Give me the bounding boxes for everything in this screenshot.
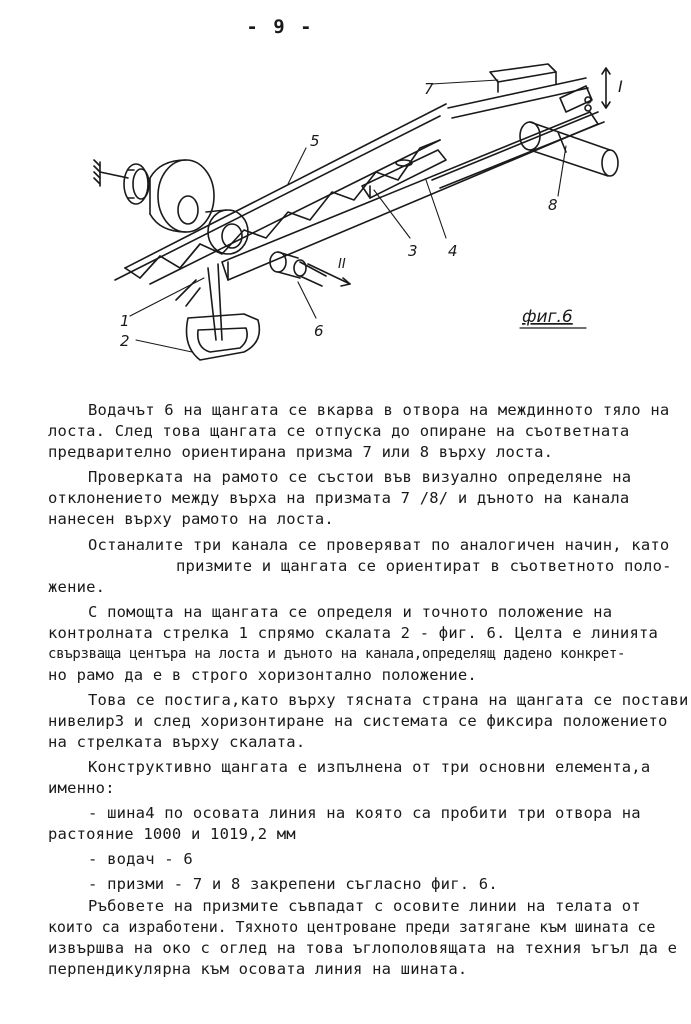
text-line: - призми - 7 и 8 закрепени съгласно фиг. 6.: [88, 875, 498, 893]
prism-8-cylinder: [520, 122, 618, 176]
text-line: контролната стрелка 1 спрямо скалата 2 - фиг. 6. Целта е линията: [48, 624, 659, 642]
text-line: предварително ориентирана призма 7 или 8 върху лоста.: [48, 443, 554, 461]
text-line: но рамо да е в строго хоризонтално положение.: [48, 666, 477, 684]
text-line: растояние 1000 и 1019,2 мм: [48, 825, 296, 843]
label-II: II: [338, 257, 346, 272]
text-line: извършва на око с оглед на това ъглополовящата на техния ъгъл да е: [48, 939, 678, 957]
text-line: - шина4 по осовата линия на която са пробити три отвора на: [88, 804, 641, 822]
figure-caption: фиг.6: [522, 307, 573, 327]
prism-7-block: [490, 64, 556, 92]
text-line: Това се постига,като върху тясната страна на щангата се постави: [88, 691, 689, 709]
text-line: перпендикулярна към осовата линия на шината.: [48, 960, 468, 978]
text-line: лоста. След това щангата се отпуска до опиране на съответната: [48, 422, 630, 440]
text-line: на стрелката върху скалата.: [48, 733, 306, 751]
pointer-1-and-scale-2: [176, 264, 259, 360]
label-2: 2: [120, 332, 130, 350]
label-3: 3: [408, 242, 418, 260]
large-drum: [150, 160, 214, 232]
text-line: Останалите три канала се проверяват по аналогичен начин, като: [88, 536, 670, 554]
label-4: 4: [448, 242, 458, 260]
text-line: отклонението между върха на призмата 7 /8/ и дъното на канала: [48, 489, 630, 507]
wall-mount-hatch: [94, 160, 128, 186]
text-line: именно:: [48, 779, 115, 797]
direction-I-arrow: [602, 68, 610, 108]
text-line: С помощта на щангата се определя и точното положение на: [88, 603, 613, 621]
text-line: призмите и щангата се ориентират в съответното поло-: [176, 557, 672, 575]
label-1: 1: [120, 312, 130, 330]
text-line: които са изработени. Тяхното центроване преди затягане към шината се: [48, 918, 656, 936]
text-line: Водачът 6 на щангата се вкарва в отвора на междинното тяло на: [88, 401, 670, 419]
text-line: Конструктивно щангата е изпълнена от три основни елемента,а: [88, 758, 651, 776]
leader-lines: [130, 80, 566, 352]
figure-6-lever-check-device: [0, 0, 691, 400]
page-number: - 9 -: [246, 16, 314, 38]
bearing-gear: [124, 164, 149, 204]
label-6: 6: [314, 322, 324, 340]
text-line: Проверката на рамото се състои във визуално определяне на: [88, 468, 632, 486]
label-7: 7: [424, 80, 434, 98]
text-line: Ръбовете на призмите съвпадат с осовите линии на телата от: [88, 897, 641, 915]
text-line: нанесен върху рамото на лоста.: [48, 510, 334, 528]
lever-beam: [448, 78, 592, 118]
text-line: нивелир3 и след хоризонтиране на системата се фиксира положението: [48, 712, 668, 730]
text-line: - водач - 6: [88, 850, 193, 868]
label-8: 8: [548, 196, 558, 214]
label-5: 5: [310, 132, 320, 150]
label-I: I: [618, 77, 623, 96]
text-line: свързваща центъра на лоста и дъното на канала,определящ дадено конкрет-: [48, 646, 626, 662]
text-line: жение.: [48, 578, 106, 596]
